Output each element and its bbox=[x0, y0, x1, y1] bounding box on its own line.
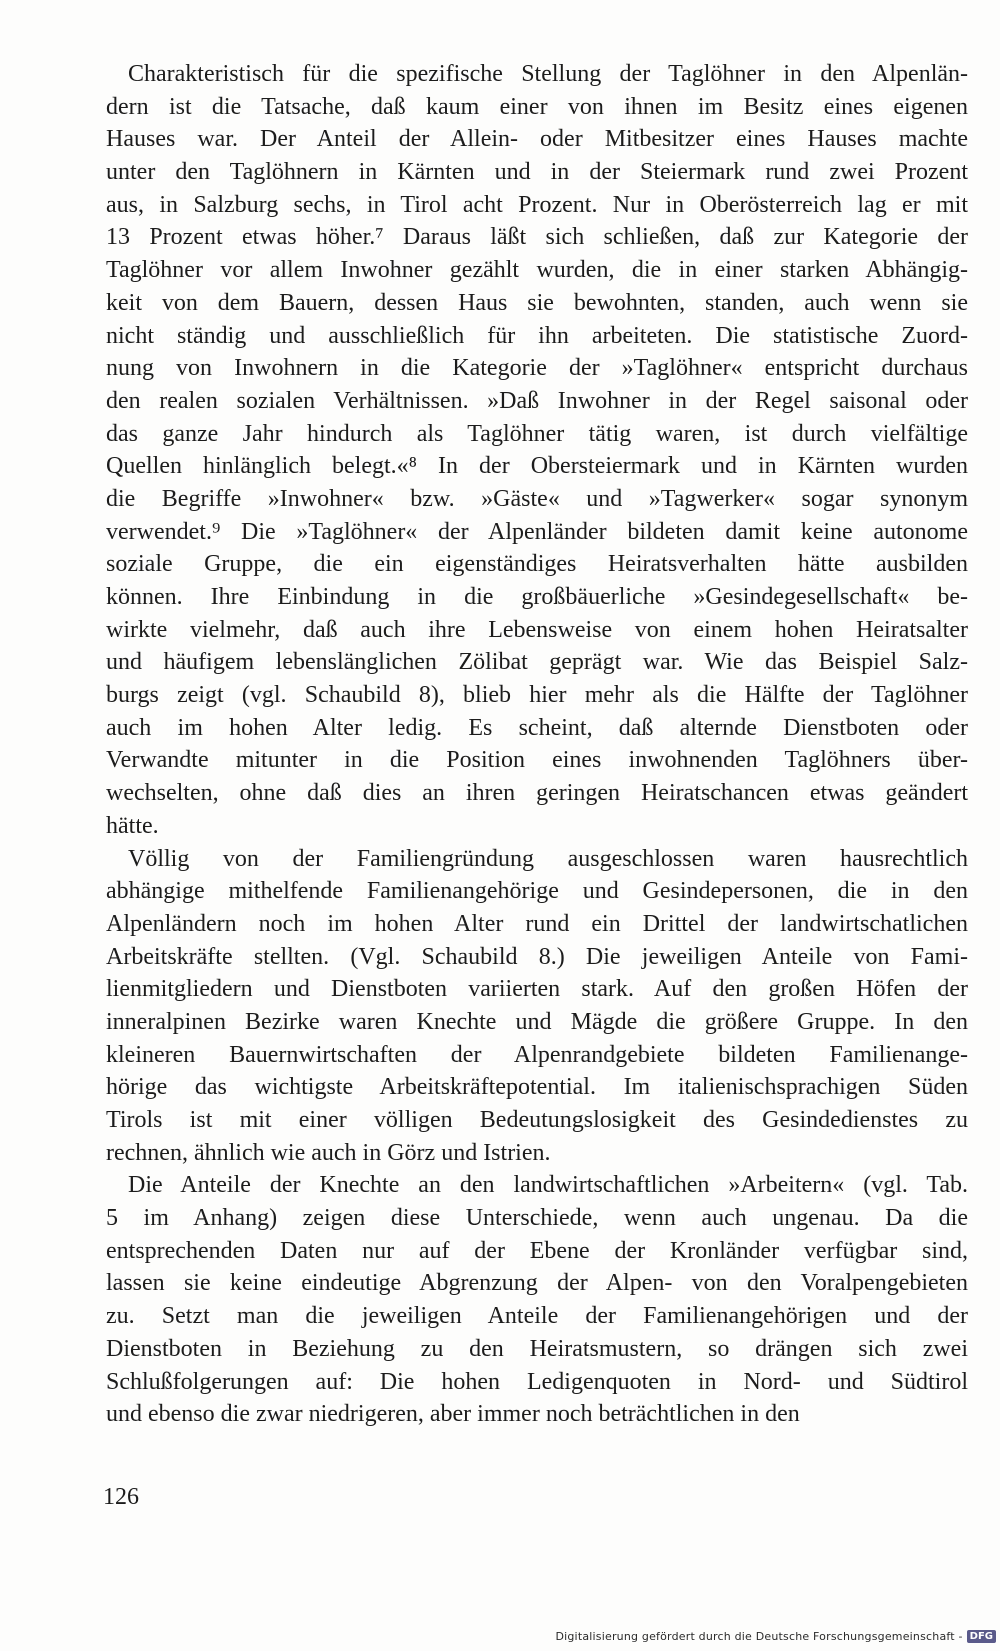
text-line: zu. Setzt man die jeweiligen Anteile der Familienangehörigen und der bbox=[106, 1303, 968, 1330]
text-line: nung von Inwohnern in die Kategorie der »Taglöhner« entspricht durchaus bbox=[106, 355, 968, 382]
text-line: Die Anteile der Knechte an den landwirtschaftlichen »Arbeitern« (vgl. Tab. bbox=[128, 1172, 968, 1199]
text-line: soziale Gruppe, die ein eigenständiges Heiratsverhalten hätte ausbilden bbox=[106, 551, 968, 578]
text-line: Verwandte mitunter in die Position eines inwohnenden Taglöhners über- bbox=[106, 747, 968, 774]
paragraph bbox=[106, 58, 968, 843]
text-line: Charakteristisch für die spezifische Stellung der Taglöhner in den Alpenlän- bbox=[128, 61, 968, 87]
text-line: hörige das wichtigste Arbeitskräftepotential. Im italienischsprachigen Süden bbox=[106, 1074, 968, 1101]
dfg-logo: DFG bbox=[967, 1630, 996, 1643]
text-line: inneralpinen Bezirke waren Knechte und Mägde die größere Gruppe. In den bbox=[106, 1008, 968, 1035]
text-line: rechnen, ähnlich wie auch in Görz und Istrien. bbox=[106, 1139, 551, 1166]
text-line: dern ist die Tatsache, daß kaum einer von ihnen im Besitz eines eigenen bbox=[106, 93, 968, 120]
text-line: abhängige mithelfende Familienangehörige und Gesindepersonen, die in den bbox=[106, 878, 968, 905]
text-line: lienmitgliedern und Dienstboten variierten stark. Auf den großen Höfen der bbox=[106, 976, 968, 1003]
text-line: unter den Taglöhnern in Kärnten und in der Steiermark rund zwei Prozent bbox=[106, 159, 968, 186]
paragraph bbox=[106, 843, 968, 1170]
text-line: aus, in Salzburg sechs, in Tirol acht Prozent. Nur in Oberösterreich lag er mit bbox=[106, 191, 968, 218]
text-line: keit von dem Bauern, dessen Haus sie bewohnten, standen, auch wenn sie bbox=[106, 289, 968, 316]
text-line: verwendet.⁹ Die »Taglöhner« der Alpenländer bildeten damit keine autonome bbox=[106, 518, 968, 545]
page-number: 126 bbox=[103, 1484, 139, 1510]
text-line: Arbeitskräfte stellten. (Vgl. Schaubild 8.) Die jeweiligen Anteile von Fami- bbox=[106, 943, 968, 970]
paragraph bbox=[106, 1169, 968, 1431]
text-line: lassen sie keine eindeutige Abgrenzung der Alpen- von den Voralpengebieten bbox=[106, 1270, 968, 1297]
text-line: den realen sozialen Verhältnissen. »Daß Inwohner in der Regel saisonal oder bbox=[106, 387, 968, 414]
text-line: Dienstboten in Beziehung zu den Heiratsmustern, so drängen sich zwei bbox=[106, 1335, 968, 1362]
text-line: 13 Prozent etwas höher.⁷ Daraus läßt sich schließen, daß zur Kategorie der bbox=[106, 224, 968, 251]
text-line: die Begriffe »Inwohner« bzw. »Gäste« und »Tagwerker« sogar synonym bbox=[106, 485, 968, 512]
text-line: Taglöhner vor allem Inwohner gezählt wurden, die in einer starken Abhängig- bbox=[106, 257, 968, 284]
text-line: kleineren Bauernwirtschaften der Alpenrandgebiete bildeten Familienange- bbox=[106, 1041, 968, 1068]
text-line: Tirols ist mit einer völligen Bedeutungslosigkeit des Gesindedienstes zu bbox=[106, 1107, 968, 1133]
text-line: und ebenso die zwar niedrigeren, aber immer noch beträchtlichen in den bbox=[106, 1401, 800, 1428]
text-line: burgs zeigt (vgl. Schaubild 8), blieb hier mehr als die Hälfte der Taglöhner bbox=[106, 682, 968, 709]
text-line: nicht ständig und ausschließlich für ihn arbeiteten. Die statistische Zuord- bbox=[106, 322, 968, 349]
digitization-footer bbox=[555, 1627, 996, 1645]
text-line: auch im hohen Alter ledig. Es scheint, daß alternde Dienstboten oder bbox=[106, 714, 968, 741]
body-text bbox=[106, 58, 968, 1431]
text-line: das ganze Jahr hindurch als Taglöhner tätig waren, ist durch vielfältige bbox=[106, 420, 968, 447]
text-line: Quellen hinlänglich belegt.«⁸ In der Obersteiermark und in Kärnten wurden bbox=[106, 453, 968, 480]
text-line: und häufigem lebenslänglichen Zölibat geprägt war. Wie das Beispiel Salz- bbox=[106, 649, 968, 676]
text-line: können. Ihre Einbindung in die großbäuerliche »Gesindegesellschaft« be- bbox=[106, 584, 968, 610]
footer-credit-text: Digitalisierung gefördert durch die Deutsche Forschungsgemeinschaft - bbox=[555, 1629, 963, 1643]
text-line: 5 im Anhang) zeigen diese Unterschiede, wenn auch ungenau. Da die bbox=[106, 1205, 968, 1232]
text-line: Hauses war. Der Anteil der Allein- oder Mitbesitzer eines Hauses machte bbox=[106, 126, 968, 153]
text-line: hätte. bbox=[106, 812, 159, 839]
text-line: Alpenländern noch im hohen Alter rund ein Drittel der landwirtschatlichen bbox=[106, 910, 968, 937]
text-line: wirkte vielmehr, daß auch ihre Lebensweise von einem hohen Heiratsalter bbox=[106, 616, 968, 643]
text-line: Völlig von der Familiengründung ausgeschlossen waren hausrechtlich bbox=[128, 845, 968, 872]
text-line: wechselten, ohne daß dies an ihren geringen Heiratschancen etwas geändert bbox=[106, 780, 968, 807]
text-line: Schlußfolgerungen auf: Die hohen Ledigenquoten in Nord- und Südtirol bbox=[106, 1368, 968, 1395]
text-line: entsprechenden Daten nur auf der Ebene der Kronländer verfügbar sind, bbox=[106, 1237, 968, 1264]
